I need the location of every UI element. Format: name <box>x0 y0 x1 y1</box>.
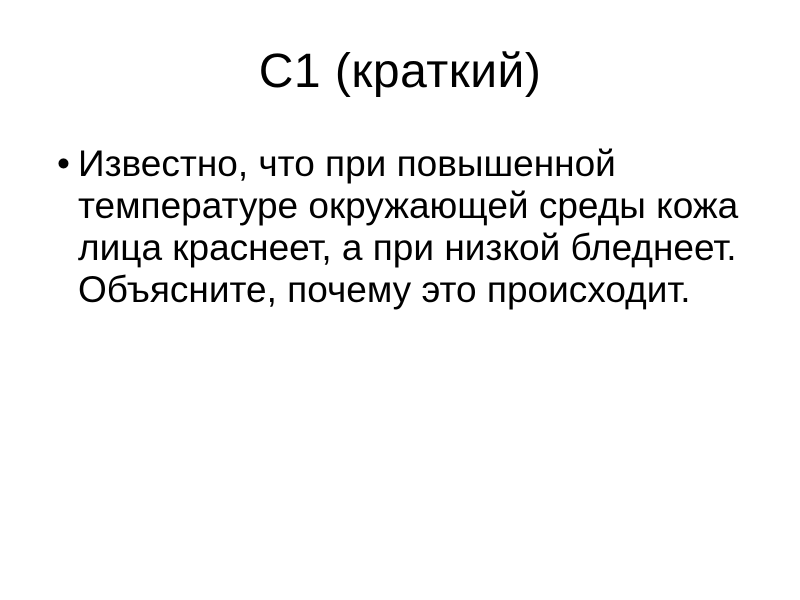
bullet-line: температуре окружающей среды кожа <box>78 185 739 226</box>
bullet-marker: • <box>57 143 70 184</box>
bullet-line: Известно, что при повышенной <box>78 143 616 184</box>
slide-title: С1 (краткий) <box>258 45 542 98</box>
bullet-line: Объясните, почему это происходит. <box>78 269 691 310</box>
bullet-text <box>78 143 738 311</box>
slide-body <box>57 143 738 311</box>
bullet-line: лица краснеет, а при низкой бледнеет. <box>78 227 737 268</box>
